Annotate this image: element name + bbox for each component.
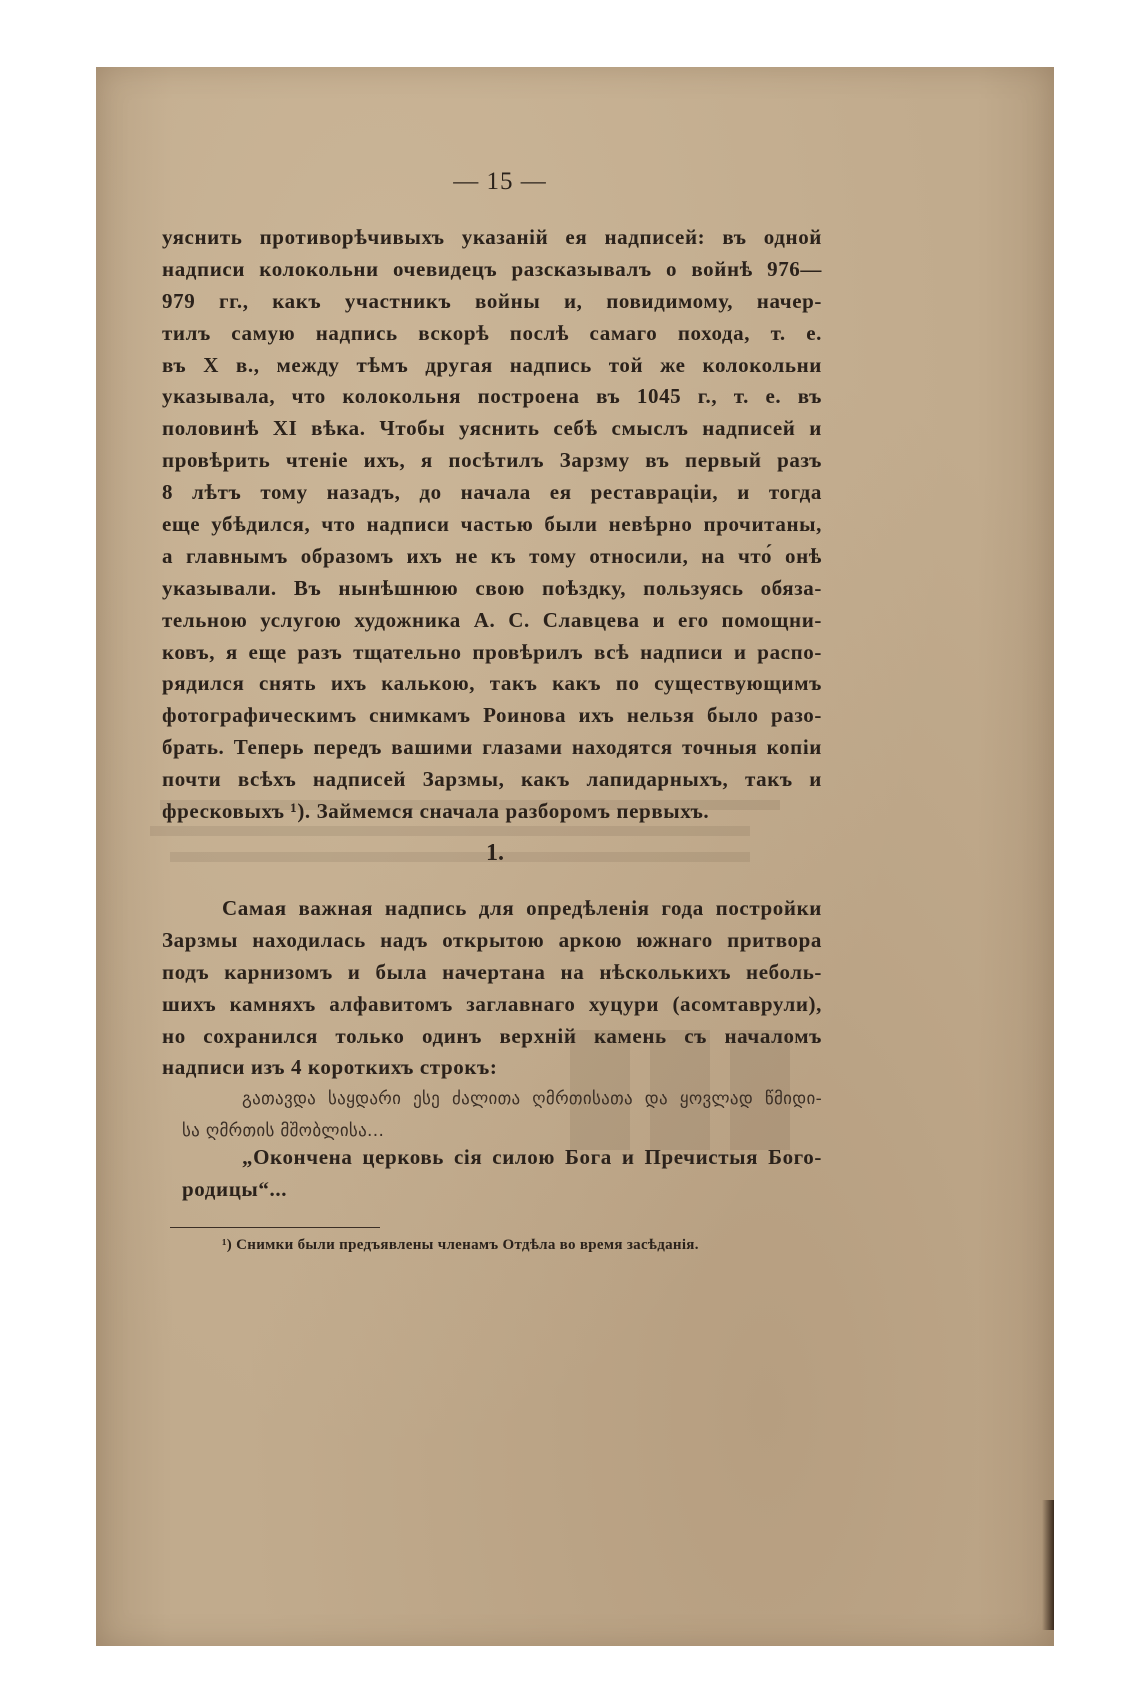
text-line: надписи колокольни очевидецъ разсказывалъ о войнѣ 976— bbox=[162, 256, 822, 281]
section-number: 1. bbox=[486, 840, 504, 866]
text-line: половинѣ XI вѣка. Чтобы уяснить себѣ смыслъ надписей и bbox=[162, 416, 822, 441]
text-line: указывала, что колокольня построена въ 1045 г., т. е. въ bbox=[162, 384, 822, 409]
footnote: ¹) Снимки были предъявлены членамъ Отдѣла во время засѣданія. bbox=[222, 1237, 699, 1253]
footnote-divider bbox=[170, 1227, 380, 1228]
text-line: въ X в., между тѣмъ другая надпись той же колокольни bbox=[162, 352, 822, 377]
text-line: Самая важная надпись для опредѣленія года постройки bbox=[222, 896, 822, 920]
text-line: фресковыхъ ¹). Займемся сначала разборомъ первыхъ. bbox=[162, 799, 710, 824]
text-line: тилъ самую надпись вскорѣ послѣ самаго похода, т. е. bbox=[162, 320, 822, 345]
page-number: — 15 — bbox=[453, 168, 547, 195]
body-paragraph-2 bbox=[162, 893, 822, 1084]
text-line: родицы“... bbox=[182, 1176, 288, 1201]
text-line: „Окончена церковь сія силою Бога и Пречистыя Бого- bbox=[242, 1145, 822, 1169]
text-line: ковъ, я еще разъ тщательно провѣрилъ всѣ надписи и распо- bbox=[162, 639, 822, 664]
text-line: подъ карнизомъ и была начертана на нѣсколькихъ неболь- bbox=[162, 959, 822, 984]
text-line: уяснить противорѣчивыхъ указаній ея надписей: въ одной bbox=[162, 225, 822, 249]
inscription-translation bbox=[182, 1142, 822, 1206]
text-line: но сохранился только одинъ верхній камень съ началомъ bbox=[162, 1023, 822, 1048]
georgian-inscription-quote bbox=[182, 1084, 822, 1148]
georgian-line: გათავდა საყდარი ესე ძალითა ღმრთისათა და ყოვლად წმიდი- bbox=[242, 1089, 822, 1109]
text-line: фотографическимъ снимкамъ Роинова ихъ нельзя было разо- bbox=[162, 703, 822, 728]
page-edge-shadow bbox=[1042, 1500, 1054, 1630]
georgian-line: სა ღმრთის მშობლისა... bbox=[182, 1120, 385, 1141]
text-line: Зарзмы находилась надъ открытою аркою южнаго притвора bbox=[162, 927, 822, 952]
text-line: провѣрить чтеніе ихъ, я посѣтилъ Зарзму въ первый разъ bbox=[162, 448, 822, 473]
text-line: тельною услугою художника А. С. Славцева и его помощни- bbox=[162, 607, 822, 632]
text-line: 979 гг., какъ участникъ войны и, повидимому, начер- bbox=[162, 288, 822, 313]
body-paragraph-1 bbox=[162, 222, 822, 828]
text-line: 8 лѣтъ тому назадъ, до начала ея реставраціи, и тогда bbox=[162, 480, 822, 505]
text-line: указывали. Въ нынѣшнюю свою поѣздку, пользуясь обяза- bbox=[162, 575, 822, 600]
text-line: брать. Теперь передъ вашими глазами находятся точныя копіи bbox=[162, 735, 822, 760]
text-line: шихъ камняхъ алфавитомъ заглавнаго хуцури (асомтаврули), bbox=[162, 991, 822, 1016]
text-line: почти всѣхъ надписей Зарзмы, какъ лапидарныхъ, такъ и bbox=[162, 767, 822, 792]
text-line: еще убѣдился, что надписи частью были невѣрно прочитаны, bbox=[162, 512, 822, 537]
text-line: а главнымъ образомъ ихъ не къ тому относили, на что́ онѣ bbox=[162, 543, 822, 568]
text-line: надписи изъ 4 короткихъ строкъ: bbox=[162, 1055, 498, 1080]
text-line: рядился снять ихъ калькою, такъ какъ по существующимъ bbox=[162, 671, 822, 696]
